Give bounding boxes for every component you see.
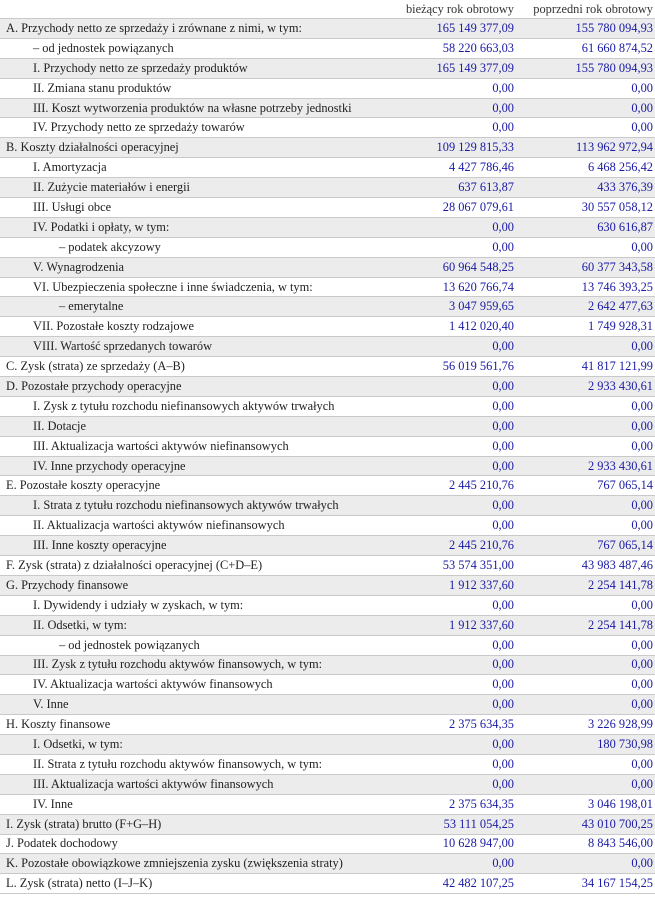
value-previous-year: 0,00 xyxy=(631,518,653,533)
value-current-year: 2 375 634,35 xyxy=(448,796,514,811)
table-row xyxy=(0,874,655,894)
value-current-year: 0,00 xyxy=(492,418,514,433)
row-label: A. Przychody netto ze sprzedaży i zrównane z nimi, w tym: xyxy=(6,20,302,35)
value-current-year: 2 445 210,76 xyxy=(448,538,514,553)
value-previous-year: 0,00 xyxy=(631,239,653,254)
table-row xyxy=(0,297,655,317)
table-row xyxy=(0,715,655,735)
table-row xyxy=(0,457,655,477)
value-current-year: 10 628 947,00 xyxy=(442,836,514,851)
row-label: I. Przychody netto ze sprzedaży produktów xyxy=(33,60,248,75)
table-row xyxy=(0,735,655,755)
table-row xyxy=(0,158,655,178)
row-label: VI. Ubezpieczenia społeczne i inne świadczenia, w tym: xyxy=(33,279,313,294)
row-label: III. Aktualizacja wartości aktywów niefinansowych xyxy=(33,438,289,453)
value-current-year: 56 019 561,76 xyxy=(442,359,514,374)
value-current-year: 0,00 xyxy=(492,737,514,751)
value-current-year: 0,00 xyxy=(492,677,514,692)
value-previous-year: 0,00 xyxy=(631,120,653,135)
value-current-year: 3 047 959,65 xyxy=(448,299,514,314)
table-row xyxy=(0,278,655,298)
table-row xyxy=(0,616,655,636)
table-row xyxy=(0,596,655,616)
table-row xyxy=(0,357,655,377)
row-label: I. Amortyzacja xyxy=(33,160,107,175)
value-previous-year: 113 962 972,94 xyxy=(576,140,653,155)
value-previous-year: 767 065,14 xyxy=(597,538,653,553)
value-current-year: 1 412 020,40 xyxy=(448,319,514,334)
value-current-year: 2 445 210,76 xyxy=(448,478,514,493)
row-label: I. Strata z tytułu rozchodu niefinansowych aktywów trwałych xyxy=(33,498,339,513)
row-label: I. Dywidendy i udziały w zyskach, w tym: xyxy=(33,597,244,612)
row-label: III. Usługi obce xyxy=(33,199,112,214)
table-row xyxy=(0,675,655,695)
table-row xyxy=(0,854,655,874)
table-row xyxy=(0,19,655,39)
table-row xyxy=(0,437,655,457)
value-previous-year: 0,00 xyxy=(631,856,653,871)
row-label: – emerytalne xyxy=(59,299,124,314)
value-current-year: 1 912 337,60 xyxy=(448,617,514,632)
table-row xyxy=(0,39,655,59)
value-current-year: 0,00 xyxy=(492,597,514,612)
row-label: H. Koszty finansowe xyxy=(6,717,111,732)
value-previous-year: 0,00 xyxy=(631,418,653,433)
table-row xyxy=(0,476,655,496)
row-label: II. Zużycie materiałów i energii xyxy=(33,180,190,195)
value-previous-year: 0,00 xyxy=(631,776,653,791)
value-current-year: 1 912 337,60 xyxy=(448,577,514,592)
row-label: IV. Inne xyxy=(33,796,73,811)
table-row xyxy=(0,835,655,855)
value-previous-year: 2 933 430,61 xyxy=(587,458,653,473)
row-label: VII. Pozostałe koszty rodzajowe xyxy=(33,319,195,334)
row-label: V. Wynagrodzenia xyxy=(33,259,125,274)
value-current-year: 0,00 xyxy=(492,120,514,135)
value-previous-year: 180 730,98 xyxy=(597,737,653,751)
value-previous-year: 2 642 477,63 xyxy=(587,299,653,314)
value-previous-year: 43 983 487,46 xyxy=(581,557,653,572)
row-label: III. Inne koszty operacyjne xyxy=(33,538,167,553)
value-previous-year: 61 660 874,52 xyxy=(581,40,653,55)
table-row xyxy=(0,516,655,536)
row-label: F. Zysk (strata) z działalności operacyjnej (C+D–E) xyxy=(6,557,263,572)
value-current-year: 0,00 xyxy=(492,637,514,652)
table-row xyxy=(0,238,655,258)
value-previous-year: 630 616,87 xyxy=(597,219,653,234)
row-label: V. Inne xyxy=(33,697,69,712)
value-current-year: 4 427 786,46 xyxy=(448,160,514,175)
value-current-year: 0,00 xyxy=(492,697,514,712)
value-current-year: 28 067 079,61 xyxy=(442,199,514,214)
value-previous-year: 0,00 xyxy=(631,339,653,354)
value-previous-year: 0,00 xyxy=(631,756,653,771)
value-current-year: 0,00 xyxy=(492,339,514,354)
value-previous-year: 30 557 058,12 xyxy=(581,199,653,214)
value-previous-year: 2 254 141,78 xyxy=(587,617,653,632)
value-current-year: 60 964 548,25 xyxy=(442,259,514,274)
value-current-year: 53 111 054,25 xyxy=(443,816,514,831)
column-header-previous-year: poprzedni rok obrotowy xyxy=(533,1,653,16)
table-row xyxy=(0,775,655,795)
row-label: K. Pozostałe obowiązkowe zmniejszenia zysku (zwiększenia straty) xyxy=(6,856,343,871)
value-previous-year: 1 749 928,31 xyxy=(587,319,653,334)
value-current-year: 42 482 107,25 xyxy=(442,876,514,891)
value-previous-year: 0,00 xyxy=(631,657,653,672)
value-previous-year: 0,00 xyxy=(631,100,653,115)
value-current-year: 0,00 xyxy=(492,458,514,473)
value-previous-year: 41 817 121,99 xyxy=(581,359,653,374)
value-previous-year: 0,00 xyxy=(631,637,653,652)
value-current-year: 0,00 xyxy=(492,239,514,254)
row-label: E. Pozostałe koszty operacyjne xyxy=(6,478,161,493)
value-current-year: 0,00 xyxy=(492,498,514,513)
value-previous-year: 0,00 xyxy=(631,438,653,453)
value-previous-year: 6 468 256,42 xyxy=(587,160,653,175)
value-previous-year: 0,00 xyxy=(631,597,653,612)
row-label: I. Zysk z tytułu rozchodu niefinansowych aktywów trwałych xyxy=(33,398,335,413)
table-row xyxy=(0,317,655,337)
table-row xyxy=(0,496,655,516)
value-previous-year: 0,00 xyxy=(631,498,653,513)
table-row xyxy=(0,417,655,437)
row-label: IV. Inne przychody operacyjne xyxy=(33,458,186,473)
value-current-year: 58 220 663,03 xyxy=(442,40,514,55)
table-row xyxy=(0,656,655,676)
row-label: III. Koszt wytworzenia produktów na własne potrzeby jednostki xyxy=(33,100,352,115)
value-current-year: 637 613,87 xyxy=(458,180,514,195)
value-previous-year: 60 377 343,58 xyxy=(581,259,653,274)
row-label: – od jednostek powiązanych xyxy=(59,637,200,652)
value-current-year: 0,00 xyxy=(492,856,514,871)
value-previous-year: 0,00 xyxy=(631,697,653,712)
value-current-year: 0,00 xyxy=(492,756,514,771)
table-body xyxy=(0,19,655,894)
table-row xyxy=(0,377,655,397)
row-label: II. Zmiana stanu produktów xyxy=(33,80,172,95)
row-label: I. Zysk (strata) brutto (F+G–H) xyxy=(6,816,162,831)
value-previous-year: 767 065,14 xyxy=(597,478,653,493)
value-previous-year: 155 780 094,93 xyxy=(575,60,653,75)
table-row xyxy=(0,79,655,99)
value-previous-year: 0,00 xyxy=(631,80,653,95)
table-row xyxy=(0,576,655,596)
value-previous-year: 8 843 546,00 xyxy=(587,836,653,851)
table-row xyxy=(0,556,655,576)
table-row xyxy=(0,118,655,138)
value-previous-year: 0,00 xyxy=(631,398,653,413)
table-header xyxy=(0,0,655,19)
value-current-year: 53 574 351,00 xyxy=(442,557,514,572)
table-row xyxy=(0,178,655,198)
row-label: IV. Aktualizacja wartości aktywów finansowych xyxy=(33,677,273,692)
value-previous-year: 0,00 xyxy=(631,677,653,692)
value-previous-year: 155 780 094,93 xyxy=(575,20,653,35)
value-current-year: 109 129 815,33 xyxy=(436,140,514,155)
table-row xyxy=(0,795,655,815)
table-row xyxy=(0,198,655,218)
row-label: VIII. Wartość sprzedanych towarów xyxy=(33,339,213,354)
row-label: II. Odsetki, w tym: xyxy=(33,617,127,632)
row-label: D. Pozostałe przychody operacyjne xyxy=(6,378,182,393)
table-row xyxy=(0,536,655,556)
value-current-year: 0,00 xyxy=(492,219,514,234)
row-label: B. Koszty działalności operacyjnej xyxy=(6,140,179,155)
value-previous-year: 34 167 154,25 xyxy=(581,876,653,891)
value-previous-year: 13 746 393,25 xyxy=(581,279,653,294)
value-current-year: 0,00 xyxy=(492,518,514,533)
table-row xyxy=(0,337,655,357)
value-current-year: 0,00 xyxy=(492,438,514,453)
row-label: III. Aktualizacja wartości aktywów finansowych xyxy=(33,776,274,791)
value-previous-year: 3 226 928,99 xyxy=(587,717,653,732)
table-row xyxy=(0,815,655,835)
value-previous-year: 2 254 141,78 xyxy=(587,577,653,592)
column-header-current-year: bieżący rok obrotowy xyxy=(405,1,514,16)
row-label: – podatek akcyzowy xyxy=(59,239,161,254)
row-label: I. Odsetki, w tym: xyxy=(33,737,123,751)
table-row xyxy=(0,59,655,79)
table-row xyxy=(0,695,655,715)
row-label: – od jednostek powiązanych xyxy=(33,40,174,55)
row-label: II. Strata z tytułu rozchodu aktywów finansowych, w tym: xyxy=(33,756,323,771)
row-label: C. Zysk (strata) ze sprzedaży (A–B) xyxy=(6,359,185,374)
value-previous-year: 43 010 700,25 xyxy=(581,816,653,831)
value-previous-year: 2 933 430,61 xyxy=(587,378,653,393)
value-current-year: 0,00 xyxy=(492,776,514,791)
value-current-year: 0,00 xyxy=(492,657,514,672)
value-previous-year: 3 046 198,01 xyxy=(587,796,653,811)
value-current-year: 165 149 377,09 xyxy=(436,20,514,35)
value-current-year: 0,00 xyxy=(492,100,514,115)
table-row xyxy=(0,397,655,417)
table-row xyxy=(0,258,655,278)
table-row xyxy=(0,755,655,775)
value-current-year: 0,00 xyxy=(492,398,514,413)
row-label: II. Aktualizacja wartości aktywów niefinansowych xyxy=(33,518,285,533)
row-label: G. Przychody finansowe xyxy=(6,577,129,592)
row-label: J. Podatek dochodowy xyxy=(6,836,118,851)
row-label: III. Zysk z tytułu rozchodu aktywów finansowych, w tym: xyxy=(33,657,323,672)
value-current-year: 2 375 634,35 xyxy=(448,717,514,732)
value-current-year: 0,00 xyxy=(492,378,514,393)
value-previous-year: 433 376,39 xyxy=(597,180,653,195)
row-label: IV. Podatki i opłaty, w tym: xyxy=(33,219,170,234)
table-row xyxy=(0,218,655,238)
row-label: IV. Przychody netto ze sprzedaży towarów xyxy=(33,120,245,135)
value-current-year: 165 149 377,09 xyxy=(436,60,514,75)
table-row xyxy=(0,636,655,656)
table-row xyxy=(0,138,655,158)
table-row xyxy=(0,99,655,119)
row-label: II. Dotacje xyxy=(33,418,86,433)
value-current-year: 0,00 xyxy=(492,80,514,95)
row-label: L. Zysk (strata) netto (I–J–K) xyxy=(6,876,153,891)
value-current-year: 13 620 766,74 xyxy=(442,279,514,294)
